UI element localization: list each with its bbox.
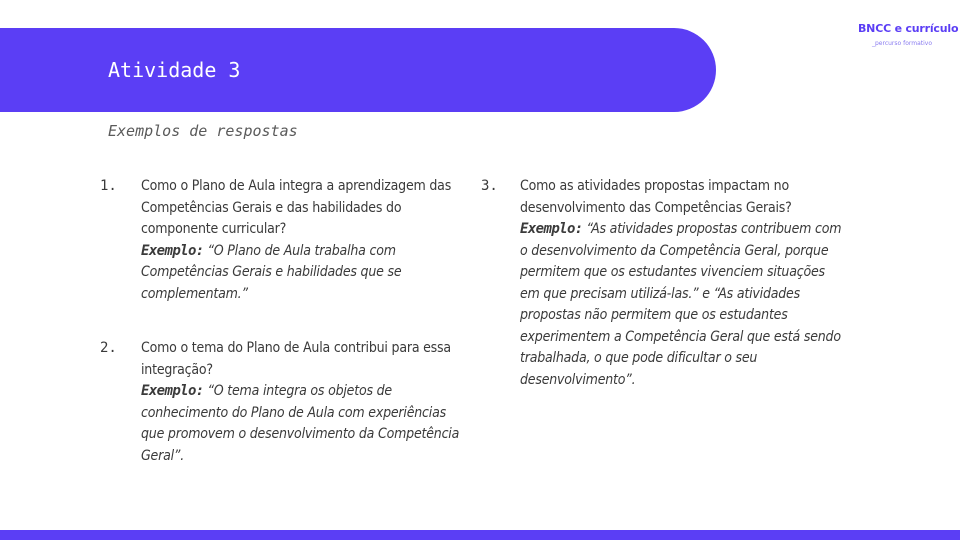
example-text: “O Plano de Aula trabalha com Competências Gerais e habilidades que se complementam.” bbox=[141, 242, 402, 302]
item-question: Como as atividades propostas impactam no desenvolvimento das Competências Gerais? bbox=[520, 178, 792, 216]
brand-logo bbox=[858, 18, 959, 58]
example-label: Exemplo: bbox=[520, 221, 583, 237]
section-subtitle: Exemplos de respostas bbox=[108, 122, 298, 140]
example-text: “As atividades propostas contribuem com o desenvolvimento da Competência Geral, porque permitem que os estudantes vivenciem situações em que precisam utilizá-las.” e “As atividades propostas não permitem que os estudantes experimentem a Competência Geral que está sendo trabalhada, o que pode dificultar o seu desenvolvimento”. bbox=[520, 221, 842, 388]
logo-sub-text: _percurso formativo bbox=[872, 40, 933, 47]
item-number: 2. bbox=[100, 340, 117, 356]
item-question: Como o Plano de Aula integra a aprendizagem das Competências Gerais e das habilidades do componente curricular? bbox=[141, 178, 452, 237]
page-title: Atividade 3 bbox=[108, 58, 241, 82]
example-label: Exemplo: bbox=[141, 242, 204, 259]
footer-bar bbox=[0, 530, 960, 540]
example-label: Exemplo: bbox=[141, 383, 204, 399]
item-number: 1. bbox=[100, 178, 117, 194]
list-item bbox=[141, 338, 471, 467]
list-item bbox=[520, 176, 845, 391]
item-number: 3. bbox=[481, 178, 498, 194]
logo-main-text: BNCC e currículo bbox=[858, 22, 959, 35]
example-text: “O tema integra os objetos de conhecimento do Plano de Aula com experiências que promovem o desenvolvimento da Competência Geral”. bbox=[141, 383, 460, 464]
item-question: Como o tema do Plano de Aula contribui para essa integração? bbox=[141, 340, 451, 378]
list-item bbox=[141, 176, 471, 305]
